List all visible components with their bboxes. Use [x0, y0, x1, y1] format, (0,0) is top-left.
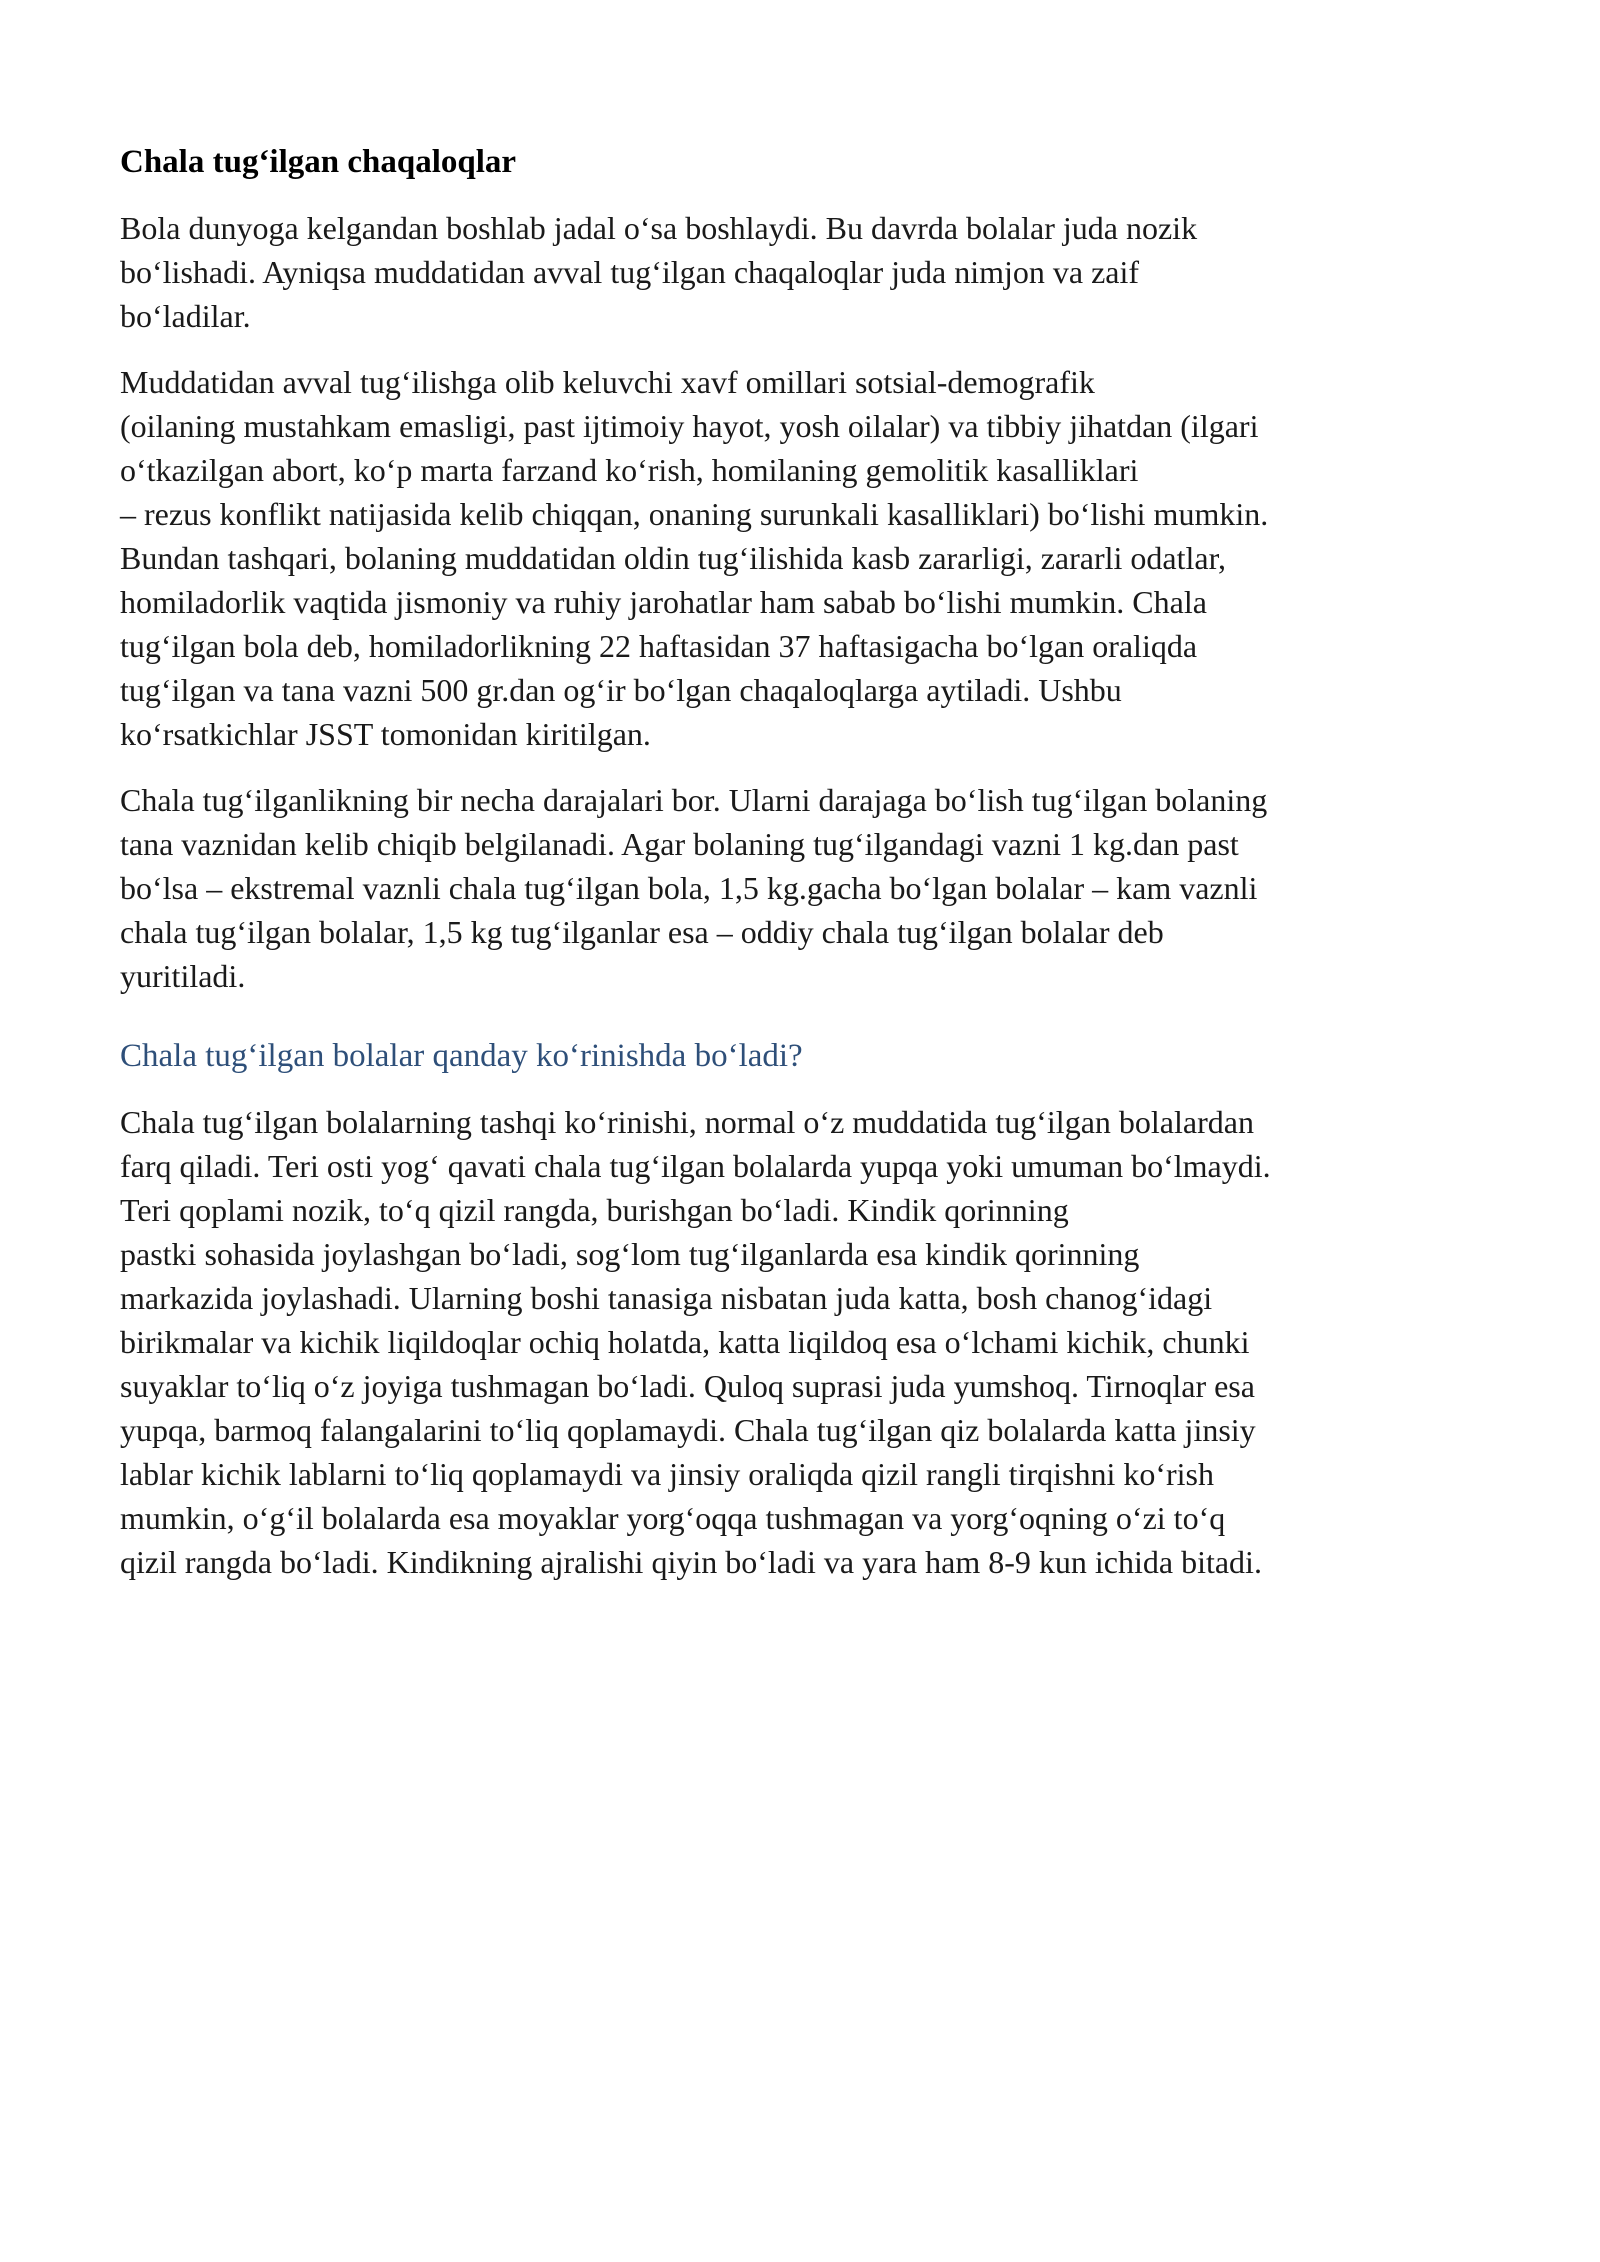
paragraph-line: birikmalar va kichik liqildoqlar ochiq holatda, katta liqildoq esa o‘lchami kichik, chunki — [120, 1324, 1250, 1360]
paragraph-line: Muddatidan avval tug‘ilishga olib keluvchi xavf omillari sotsial-demografik — [120, 364, 1095, 400]
paragraph-line: mumkin, o‘g‘il bolalarda esa moyaklar yorg‘oqqa tushmagan va yorg‘oqning o‘zi to‘q — [120, 1500, 1226, 1536]
document-page — [120, 140, 1480, 1606]
paragraph-line: pastki sohasida joylashgan bo‘ladi, sog‘lom tug‘ilganlarda esa kindik qorinning — [120, 1236, 1140, 1272]
document-title: Chala tug‘ilgan chaqaloqlar — [120, 144, 517, 180]
paragraph-line: (oilaning mustahkam emasligi, past ijtimoiy hayot, yosh oilalar) va tibbiy jihatdan (ilgari — [120, 408, 1259, 444]
paragraph-line: bo‘lishadi. Ayniqsa muddatidan avval tug‘ilgan chaqaloqlar juda nimjon va zaif — [120, 254, 1140, 290]
paragraph-line: yuritiladi. — [120, 958, 246, 994]
paragraph-line: qizil rangda bo‘ladi. Kindikning ajralishi qiyin bo‘ladi va yara ham 8-9 kun ichida bitadi. — [120, 1544, 1262, 1580]
paragraph-line: tug‘ilgan bola deb, homiladorlikning 22 haftasidan 37 haftasigacha bo‘lgan oraliqda — [120, 628, 1198, 664]
paragraph-line: Chala tug‘ilganlikning bir necha darajalari bor. Ularni darajaga bo‘lish tug‘ilgan bolaning — [120, 782, 1268, 818]
paragraph-line: tug‘ilgan va tana vazni 500 gr.dan og‘ir bo‘lgan chaqaloqlarga aytiladi. Ushbu — [120, 672, 1122, 708]
paragraph-line: bo‘ladilar. — [120, 298, 251, 334]
paragraph-line: Chala tug‘ilgan bolalarning tashqi ko‘rinishi, normal o‘z muddatida tug‘ilgan bolalardan — [120, 1104, 1254, 1140]
paragraph-2 — [120, 360, 1480, 756]
paragraph-line: tana vaznidan kelib chiqib belgilanadi. Agar bolaning tug‘ilgandagi vazni 1 kg.dan past — [120, 826, 1239, 862]
paragraph-4 — [120, 1100, 1480, 1584]
paragraph-line: Bola dunyoga kelgandan boshlab jadal o‘sa boshlaydi. Bu davrda bolalar juda nozik — [120, 210, 1198, 246]
paragraph-line: suyaklar to‘liq o‘z joyiga tushmagan bo‘ladi. Quloq suprasi juda yumshoq. Tirnoqlar esa — [120, 1368, 1255, 1404]
paragraph-line: bo‘lsa – ekstremal vaznli chala tug‘ilgan bola, 1,5 kg.gacha bo‘lgan bolalar – kam vaznli — [120, 870, 1258, 906]
paragraph-line: chala tug‘ilgan bolalar, 1,5 kg tug‘ilganlar esa – oddiy chala tug‘ilgan bolalar deb — [120, 914, 1164, 950]
paragraph-line: o‘tkazilgan abort, ko‘p marta farzand ko‘rish, homilaning gemolitik kasalliklari — [120, 452, 1139, 488]
paragraph-line: farq qiladi. Teri osti yog‘ qavati chala tug‘ilgan bolalarda yupqa yoki umuman bo‘lmaydi. — [120, 1148, 1271, 1184]
paragraph-line: ko‘rsatkichlar JSST tomonidan kiritilgan. — [120, 716, 651, 752]
paragraph-1 — [120, 206, 1480, 338]
section-subheading: Chala tug‘ilgan bolalar qanday ko‘rinishda bo‘ladi? — [120, 1038, 803, 1074]
paragraph-line: markazida joylashadi. Ularning boshi tanasiga nisbatan juda katta, bosh chanog‘idagi — [120, 1280, 1213, 1316]
paragraph-line: Bundan tashqari, bolaning muddatidan oldin tug‘ilishida kasb zararligi, zararli odatlar, — [120, 540, 1226, 576]
paragraph-line: lablar kichik lablarni to‘liq qoplamaydi va jinsiy oraliqda qizil rangli tirqishni ko‘rish — [120, 1456, 1214, 1492]
paragraph-line: – rezus konflikt natijasida kelib chiqqan, onaning surunkali kasalliklari) bo‘lishi mumkin. — [120, 496, 1269, 532]
paragraph-line: Teri qoplami nozik, to‘q qizil rangda, burishgan bo‘ladi. Kindik qorinning — [120, 1192, 1069, 1228]
paragraph-line: homiladorlik vaqtida jismoniy va ruhiy jarohatlar ham sabab bo‘lishi mumkin. Chala — [120, 584, 1207, 620]
paragraph-3 — [120, 778, 1480, 998]
paragraph-line: yupqa, barmoq falangalarini to‘liq qoplamaydi. Chala tug‘ilgan qiz bolalarda katta jinsiy — [120, 1412, 1256, 1448]
